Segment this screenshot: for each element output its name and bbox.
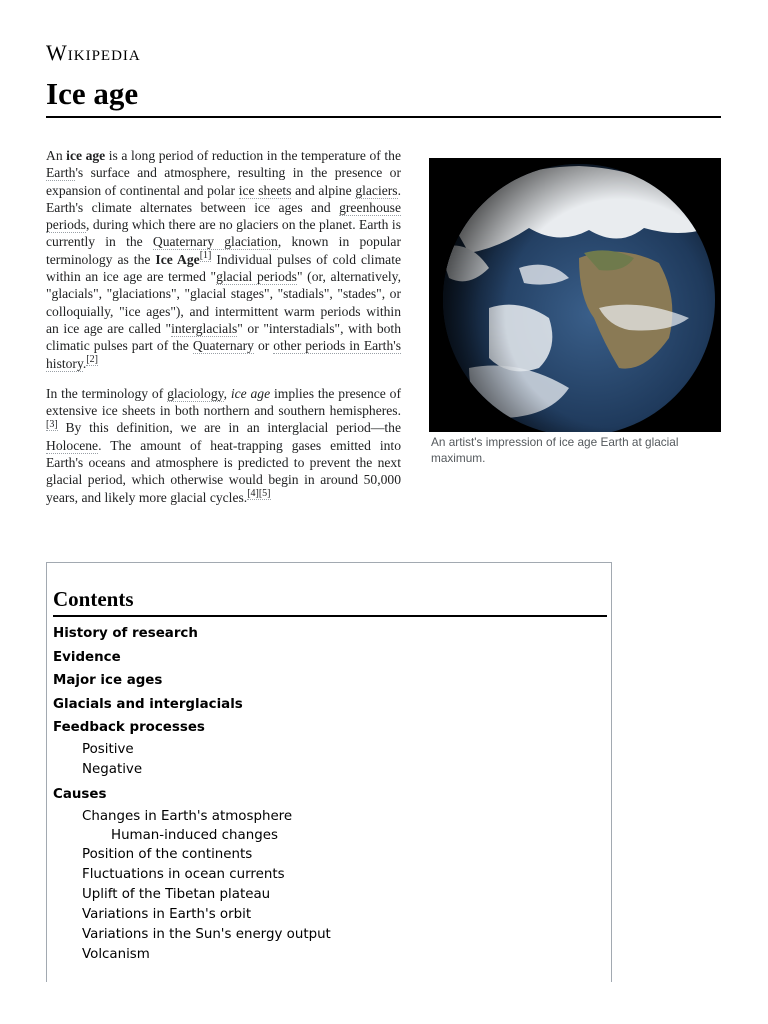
link-other-periods[interactable]: other periods in Earth's history (46, 338, 401, 371)
toc-item-human-induced-changes[interactable]: Human-induced changes (111, 827, 278, 843)
toc-item-volcanism[interactable]: Volcanism (82, 946, 150, 962)
toc-item-ocean-currents[interactable]: Fluctuations in ocean currents (82, 866, 285, 882)
table-of-contents (46, 562, 612, 982)
page-title: Ice age (46, 76, 139, 111)
article-body (46, 147, 721, 519)
figure-caption: An artist's impression of ice age Earth at glacial maximum. (431, 435, 679, 465)
link-holocene[interactable]: Holocene (46, 437, 99, 453)
link-glacial-periods[interactable]: glacial periods (216, 269, 297, 285)
citation-4-5[interactable]: [4][5] (247, 488, 271, 500)
toc-item-negative[interactable]: Negative (82, 761, 143, 777)
link-earth[interactable]: Earth (46, 165, 76, 181)
link-ice-sheets[interactable]: ice sheets (238, 182, 292, 198)
toc-divider (53, 615, 607, 617)
wikipedia-logo[interactable]: Wikipedia (46, 40, 141, 65)
link-interglacials[interactable]: interglacials (171, 320, 238, 336)
toc-item-evidence[interactable]: Evidence (53, 649, 121, 665)
toc-item-history-of-research[interactable]: History of research (53, 626, 198, 641)
term-ice-age-capital: Ice Age (155, 251, 200, 267)
title-divider (46, 116, 721, 118)
toc-item-positive[interactable]: Positive (82, 741, 134, 757)
toc-item-tibetan-plateau[interactable]: Uplift of the Tibetan plateau (82, 886, 271, 902)
citation-1[interactable]: [1] (199, 250, 212, 262)
term-ice-age: ice age (66, 148, 106, 163)
toc-item-causes[interactable]: Causes (53, 786, 107, 802)
second-paragraph: In the terminology of glaciology, ice age implies the presence of extensive ice sheets in both northern and southern hemispheres.[3] By this definition, we are in an interglacial period—the Holocene. The amount of heat-trapping gases emitted into Earth's oceans and atmosphere is predicted to prevent the next glacial period, which otherwise would begin in around 50,000 years, and likely more glacial cycles.[4][5] (46, 385, 401, 505)
link-glaciology[interactable]: glaciology (167, 385, 224, 401)
toc-item-changes-in-atmosphere[interactable]: Changes in Earth's atmosphere (82, 808, 293, 824)
toc-title: Contents (53, 587, 134, 611)
toc-item-glacials-and-interglacials[interactable]: Glacials and interglacials (53, 696, 243, 712)
toc-item-earth-orbit[interactable]: Variations in Earth's orbit (82, 906, 252, 922)
intro-paragraph: An ice age is a long period of reduction in the temperature of the Earth's surface and atmosphere, resulting in the presence or expansion of continental and polar ice sheets and alpine glaciers. Earth's climate alternates between ice ages and greenhouse periods, during which there are no glaciers on the planet. Earth is currently in the Quaternary glaciation, known in popular terminology as the Ice Age[1] Individual pulses of cold climate within an ice age are termed "glacial periods" (or, alternatively, "glacials", "glaciations", "glacial stages", "stadials", "stades", or colloquially, "ice ages"), and intermittent warm periods within an ice age are called "interglacials" or "interstadials", with both climatic pulses part of the Quaternary or other periods in Earth's history.[2] (46, 148, 402, 371)
toc-item-feedback-processes[interactable]: Feedback processes (53, 720, 205, 736)
toc-item-position-of-continents[interactable]: Position of the continents (82, 846, 253, 862)
term-ice-age-italic: ice age (230, 385, 271, 401)
citation-2[interactable]: [2] (86, 354, 98, 366)
link-quaternary[interactable]: Quaternary (192, 338, 254, 354)
link-glaciers[interactable]: glaciers (355, 182, 398, 198)
toc-item-major-ice-ages[interactable]: Major ice ages (53, 673, 163, 689)
citation-3[interactable]: [3] (46, 418, 58, 430)
link-quaternary-glaciation[interactable]: Quaternary glaciation (152, 234, 278, 250)
toc-list (53, 622, 331, 965)
earth-globe-image[interactable] (429, 158, 721, 432)
toc-item-sun-energy-output[interactable]: Variations in the Sun's energy output (82, 926, 331, 942)
infobox-figure (429, 158, 721, 466)
link-greenhouse-periods[interactable]: greenhouse periods (46, 199, 401, 233)
